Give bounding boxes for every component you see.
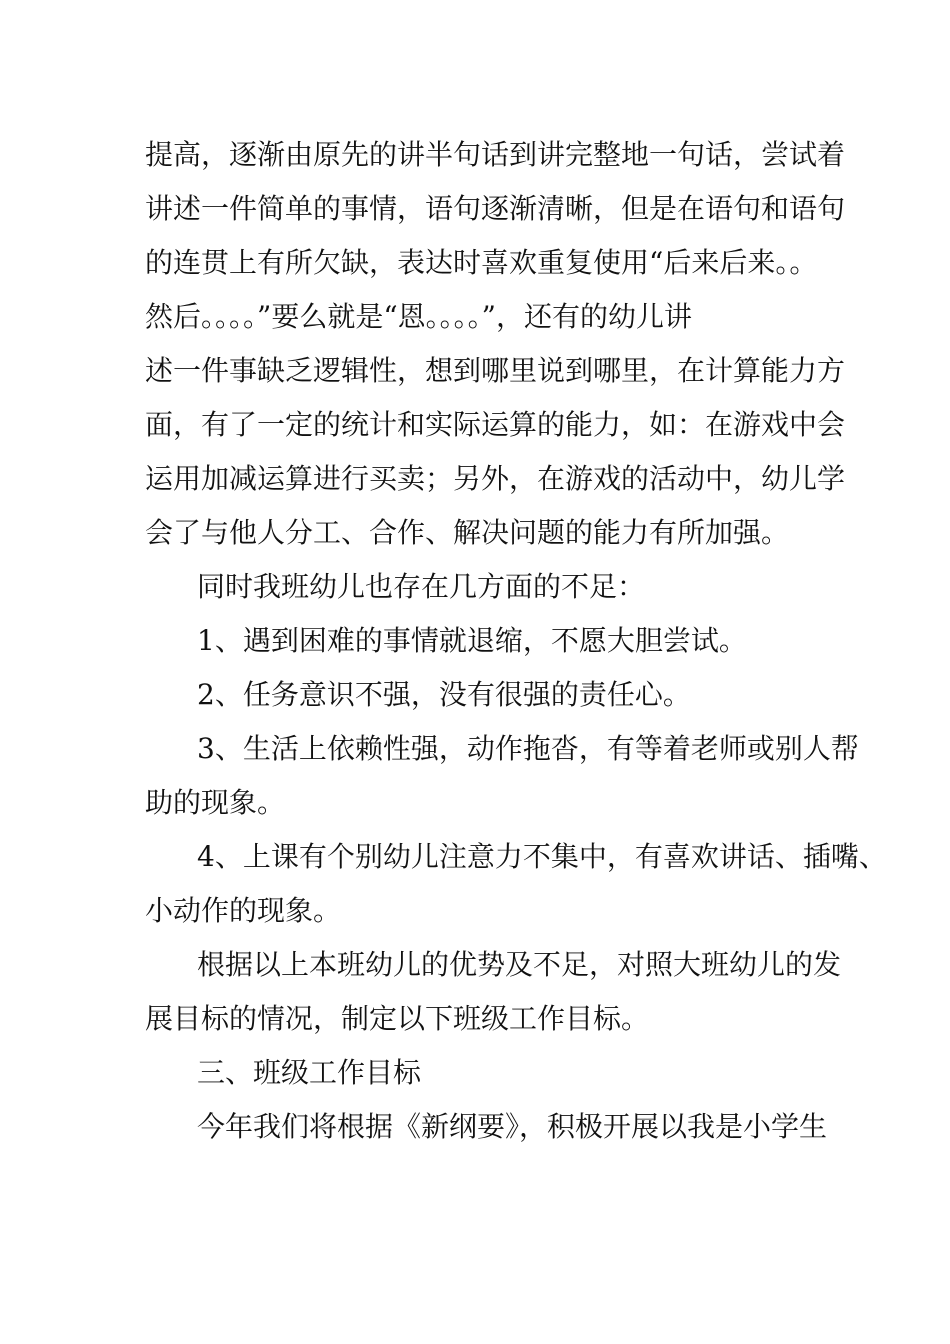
list-item-1: 1、遇到困难的事情就退缩，不愿大胆尝试。: [197, 624, 747, 657]
text-line: 的连贯上有所欠缺，表达时喜欢重复使用“后来后来。。: [145, 246, 818, 279]
text-line: 提高，逐渐由原先的讲半句话到讲完整地一句话，尝试着: [145, 138, 846, 171]
text-line: 展目标的情况，制定以下班级工作目标。: [145, 1002, 650, 1035]
paragraph-start-line: 同时我班幼儿也存在几方面的不足：: [197, 570, 646, 603]
text-line: 述一件事缺乏逻辑性，想到哪里说到哪里，在计算能力方: [145, 354, 846, 387]
list-item-2: 2、任务意识不强，没有很强的责任心。: [197, 678, 691, 711]
text-line: 会了与他人分工、合作、解决问题的能力有所加强。: [145, 516, 790, 549]
paragraph-start-line: 今年我们将根据《新纲要》，积极开展以我是小学生: [197, 1110, 828, 1143]
text-line: 面，有了一定的统计和实际运算的能力，如：在游戏中会: [145, 408, 846, 441]
text-line: 然后。。。。”要么就是“恩。。。。”，还有的幼儿讲: [145, 300, 692, 333]
text-line: 小动作的现象。: [145, 894, 342, 927]
list-item-4: 4、上课有个别幼儿注意力不集中，有喜欢讲话、插嘴、: [197, 840, 887, 873]
text-line: 助的现象。: [145, 786, 286, 819]
section-heading: 三、班级工作目标: [197, 1056, 422, 1089]
text-line: 运用加减运算进行买卖；另外，在游戏的活动中，幼儿学: [145, 462, 846, 495]
text-line: 讲述一件简单的事情，语句逐渐清晰，但是在语句和语句: [145, 192, 846, 225]
paragraph-start-line: 根据以上本班幼儿的优势及不足，对照大班幼儿的发: [197, 948, 842, 981]
list-item-3: 3、生活上依赖性强，动作拖沓，有等着老师或别人帮: [197, 732, 859, 765]
